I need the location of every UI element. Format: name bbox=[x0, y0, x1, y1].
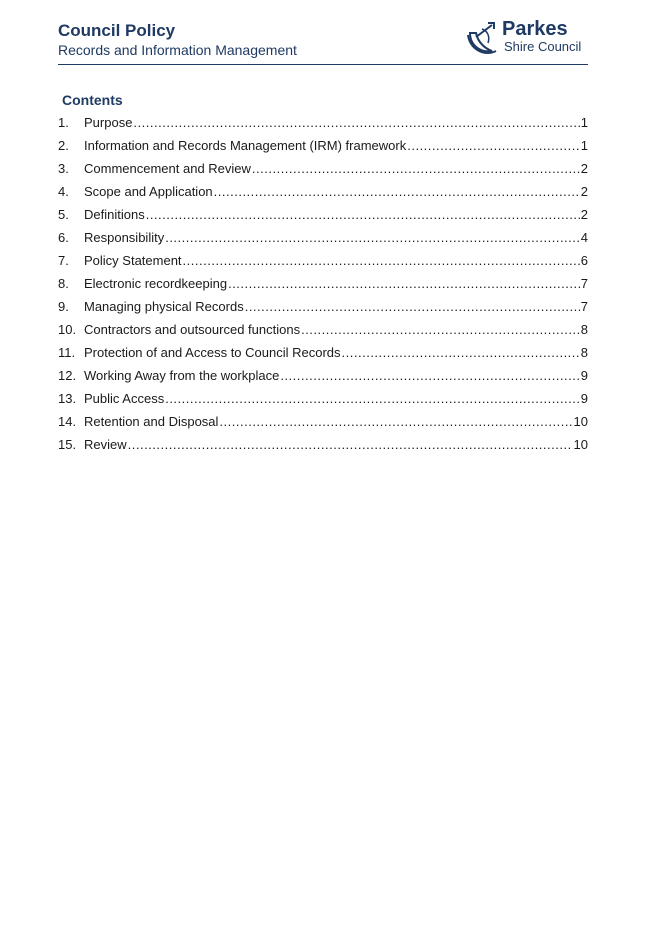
toc-entry-number: 7. bbox=[58, 253, 69, 268]
toc-entry-number: 9. bbox=[58, 299, 69, 314]
toc-entry-number: 3. bbox=[58, 161, 69, 176]
toc-entry-number: 2. bbox=[58, 138, 69, 153]
toc-entry-page[interactable]: 9 bbox=[580, 368, 588, 383]
toc-entry[interactable] bbox=[58, 115, 588, 138]
toc-entry-number: 14. bbox=[58, 414, 77, 429]
toc-entry-number: 15. bbox=[58, 437, 77, 452]
toc-entry-page[interactable]: 4 bbox=[580, 230, 588, 245]
toc-entry-page[interactable]: 1 bbox=[580, 115, 588, 130]
toc-entry[interactable] bbox=[58, 138, 588, 161]
toc-dot-leader bbox=[219, 414, 572, 429]
toc-entry-title[interactable]: Commencement and Review bbox=[84, 161, 251, 176]
toc-entry-title[interactable]: Responsibility bbox=[84, 230, 165, 245]
toc-entry-title[interactable]: Protection of and Access to Council Records bbox=[84, 345, 341, 360]
toc-entry-title[interactable]: Managing physical Records bbox=[84, 299, 244, 314]
toc-entry-number: 8. bbox=[58, 276, 69, 291]
toc-entry[interactable] bbox=[58, 414, 588, 437]
toc-dot-leader bbox=[407, 138, 580, 153]
parkes-dish-logo-icon bbox=[466, 19, 502, 55]
toc-entry-title[interactable]: Information and Records Management (IRM) framework bbox=[84, 138, 407, 153]
toc-entry[interactable] bbox=[58, 184, 588, 207]
toc-entry-number: 11. bbox=[58, 345, 76, 360]
toc-dot-leader bbox=[228, 276, 580, 291]
toc-dot-leader bbox=[146, 207, 580, 222]
council-logo bbox=[466, 19, 588, 57]
toc-entry-title[interactable]: Contractors and outsourced functions bbox=[84, 322, 301, 337]
toc-dot-leader bbox=[165, 230, 580, 245]
toc-entry-title[interactable]: Working Away from the workplace bbox=[84, 368, 280, 383]
toc-entry-page[interactable]: 6 bbox=[580, 253, 588, 268]
toc-entry-title[interactable]: Electronic recordkeeping bbox=[84, 276, 228, 291]
toc-dot-leader bbox=[214, 184, 580, 199]
toc-entry-page[interactable]: 2 bbox=[580, 207, 588, 222]
page-header bbox=[58, 18, 588, 65]
toc-entry-title[interactable]: Policy Statement bbox=[84, 253, 182, 268]
toc-entry-title[interactable]: Retention and Disposal bbox=[84, 414, 219, 429]
toc-dot-leader bbox=[342, 345, 580, 360]
toc-entry-page[interactable]: 2 bbox=[580, 184, 588, 199]
toc-entry[interactable] bbox=[58, 276, 588, 299]
toc-dot-leader bbox=[280, 368, 579, 383]
toc-entry[interactable] bbox=[58, 299, 588, 322]
table-of-contents bbox=[58, 115, 588, 460]
toc-entry-page[interactable]: 8 bbox=[580, 345, 588, 360]
toc-entry-number: 1. bbox=[58, 115, 69, 130]
toc-entry[interactable] bbox=[58, 391, 588, 414]
logo-name: Parkes bbox=[502, 18, 568, 40]
toc-dot-leader bbox=[301, 322, 580, 337]
toc-entry-title[interactable]: Review bbox=[84, 437, 127, 452]
toc-entry[interactable] bbox=[58, 322, 588, 345]
toc-entry-number: 12. bbox=[58, 368, 77, 383]
toc-entry-page[interactable]: 2 bbox=[580, 161, 588, 176]
toc-dot-leader bbox=[183, 253, 580, 268]
toc-entry-page[interactable]: 7 bbox=[580, 299, 588, 314]
toc-entry[interactable] bbox=[58, 207, 588, 230]
document-title: Council Policy bbox=[58, 21, 176, 40]
toc-entry[interactable] bbox=[58, 368, 588, 391]
toc-entry-page[interactable]: 1 bbox=[580, 138, 588, 153]
toc-entry-title[interactable]: Purpose bbox=[84, 115, 133, 130]
document-subtitle: Records and Information Management bbox=[58, 42, 297, 58]
toc-dot-leader bbox=[252, 161, 580, 176]
toc-entry-number: 13. bbox=[58, 391, 77, 406]
toc-entry-title[interactable]: Scope and Application bbox=[84, 184, 213, 199]
toc-entry[interactable] bbox=[58, 161, 588, 184]
toc-entry-page[interactable]: 7 bbox=[580, 276, 588, 291]
toc-entry-page[interactable]: 9 bbox=[580, 391, 588, 406]
toc-entry[interactable] bbox=[58, 345, 588, 368]
contents-heading: Contents bbox=[62, 92, 123, 108]
logo-subtitle: Shire Council bbox=[504, 39, 582, 54]
toc-entry-page[interactable]: 10 bbox=[573, 437, 588, 452]
toc-entry-page[interactable]: 8 bbox=[580, 322, 588, 337]
toc-entry[interactable] bbox=[58, 437, 588, 460]
toc-entry-page[interactable]: 10 bbox=[573, 414, 588, 429]
toc-entry-number: 4. bbox=[58, 184, 69, 199]
toc-entry[interactable] bbox=[58, 230, 588, 253]
toc-dot-leader bbox=[128, 437, 573, 452]
toc-entry-number: 5. bbox=[58, 207, 69, 222]
toc-entry-title[interactable]: Definitions bbox=[84, 207, 145, 222]
toc-dot-leader bbox=[165, 391, 580, 406]
toc-entry-number: 10. bbox=[58, 322, 77, 337]
toc-entry[interactable] bbox=[58, 253, 588, 276]
toc-entry-title[interactable]: Public Access bbox=[84, 391, 165, 406]
toc-dot-leader bbox=[245, 299, 580, 314]
toc-dot-leader bbox=[133, 115, 579, 130]
toc-entry-number: 6. bbox=[58, 230, 69, 245]
